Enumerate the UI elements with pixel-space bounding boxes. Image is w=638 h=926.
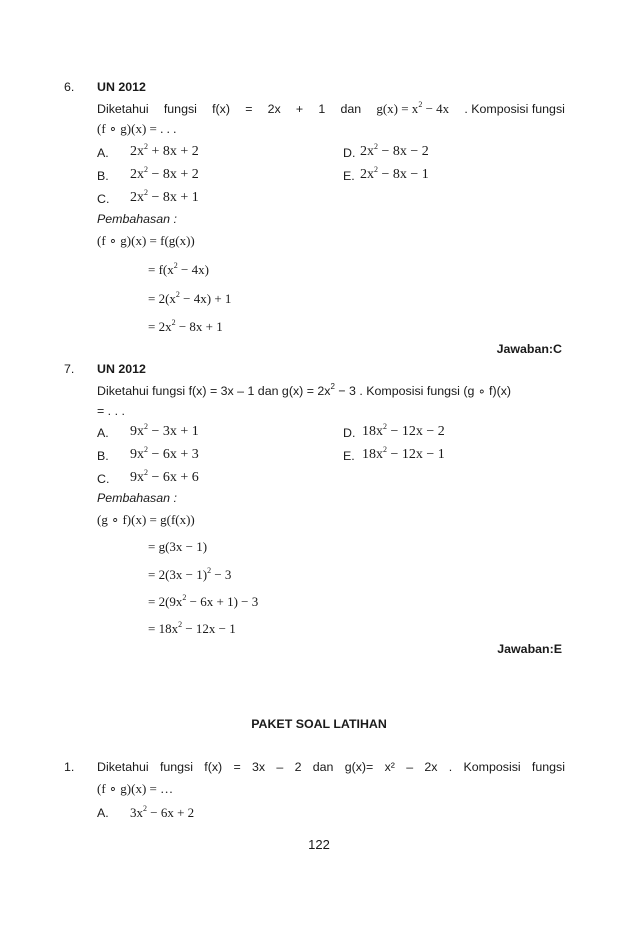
option-e: $18x^2 - 12x - 1$ xyxy=(362,445,445,462)
question-title: UN 2012 xyxy=(97,80,146,94)
question-stem xyxy=(97,101,565,117)
option-c-label: C. xyxy=(97,472,110,486)
stem-word: fungsi xyxy=(531,760,565,774)
option-d-label: D. xyxy=(343,146,356,160)
option-a: $9x^2 - 3x + 1$ xyxy=(130,422,199,439)
stem-word: Diketahui xyxy=(97,102,149,116)
stem-word: Diketahui xyxy=(97,760,149,774)
stem-word: dan xyxy=(340,102,362,116)
option-b: $9x^2 - 6x + 3$ xyxy=(130,445,199,462)
solution-step: = $f(x^2 - 4x)$ xyxy=(148,261,209,277)
stem-word: dan xyxy=(312,760,334,774)
solution-step: = $2(3x - 1)^2 - 3$ xyxy=(148,566,232,582)
stem-word: = xyxy=(245,102,253,116)
option-a: $3x^2 - 6x + 2$ xyxy=(130,804,195,820)
question-title: UN 2012 xyxy=(97,362,146,376)
stem-word: 3x xyxy=(252,760,266,774)
option-c-label: C. xyxy=(97,192,110,206)
composition-question: (f ∘ g)(x) = . . . xyxy=(97,121,177,136)
composition-question: (f ∘ g)(x) = … xyxy=(97,781,174,796)
stem-word: f(x) xyxy=(204,760,223,774)
solution-step: (g ∘ f)(x) = g(f(x)) xyxy=(97,512,195,527)
option-b: $2x^2 - 8x + 2$ xyxy=(130,165,199,182)
solution-step: = $2x^2 - 8x + 1$ xyxy=(148,318,223,334)
solution-step: = $18x^2 - 12x - 1$ xyxy=(148,620,236,636)
option-e: $2x^2 - 8x - 1$ xyxy=(360,165,429,182)
option-d-label: D. xyxy=(343,426,356,440)
function-g: $g(x) = x^2 - 4x$ xyxy=(376,100,450,116)
question-stem xyxy=(97,760,565,774)
question-number: 7. xyxy=(64,362,75,376)
stem-word: 2 xyxy=(294,760,302,774)
question-stem-continued: = . . . xyxy=(97,404,125,418)
stem-word: fungsi xyxy=(163,102,197,116)
option-b-label: B. xyxy=(97,169,109,183)
pembahasan-label: Pembahasan : xyxy=(97,212,177,226)
page-number: 122 xyxy=(308,837,330,852)
option-e-label: E. xyxy=(343,449,355,463)
stem-word: = xyxy=(233,760,241,774)
stem-word: 2x xyxy=(424,760,438,774)
option-d: $2x^2 - 8x - 2$ xyxy=(360,142,429,159)
option-c: $9x^2 - 6x + 6$ xyxy=(130,468,199,485)
option-a-label: A. xyxy=(97,806,109,820)
stem-word: f(x) xyxy=(212,102,230,116)
option-b-label: B. xyxy=(97,449,109,463)
option-a: $2x^2 + 8x + 2$ xyxy=(130,142,199,159)
option-d: $18x^2 - 12x - 2$ xyxy=(362,422,445,439)
stem-word: x² xyxy=(384,760,395,774)
stem-word: Komposisi xyxy=(463,760,521,774)
stem-word: . Komposisi fungsi xyxy=(464,102,565,116)
question-number: 6. xyxy=(64,80,75,94)
stem-word: . xyxy=(448,760,453,774)
question-stem: Diketahui fungsi f(x) = 3x – 1 dan $g(x) = 2x^2 - 3$ . Komposisi fungsi (g ∘ f)(x) xyxy=(97,382,512,398)
solution-step: (f ∘ g)(x) = f(g(x)) xyxy=(97,233,195,248)
option-e-label: E. xyxy=(343,169,355,183)
option-a-label: A. xyxy=(97,426,109,440)
stem-word: fungsi xyxy=(159,760,194,774)
stem-word: – xyxy=(276,760,284,774)
question-number: 1. xyxy=(64,760,75,774)
answer-key: Jawaban:C xyxy=(496,342,562,356)
stem-word: 2x xyxy=(267,102,281,116)
stem-word: + xyxy=(295,102,304,116)
solution-step: = g(3x − 1) xyxy=(148,539,208,554)
option-c: $2x^2 - 8x + 1$ xyxy=(130,188,199,205)
stem-word: 1 xyxy=(318,102,326,116)
section-title: PAKET SOAL LATIHAN xyxy=(251,717,387,731)
solution-step: = $2(x^2 - 4x) + 1$ xyxy=(148,290,232,306)
stem-word: g(x)= xyxy=(344,760,374,774)
pembahasan-label: Pembahasan : xyxy=(97,491,177,505)
stem-word: – xyxy=(406,760,414,774)
solution-step: = $2(9x^2 - 6x + 1) - 3$ xyxy=(148,593,259,609)
answer-key: Jawaban:E xyxy=(497,642,562,656)
option-a-label: A. xyxy=(97,146,109,160)
